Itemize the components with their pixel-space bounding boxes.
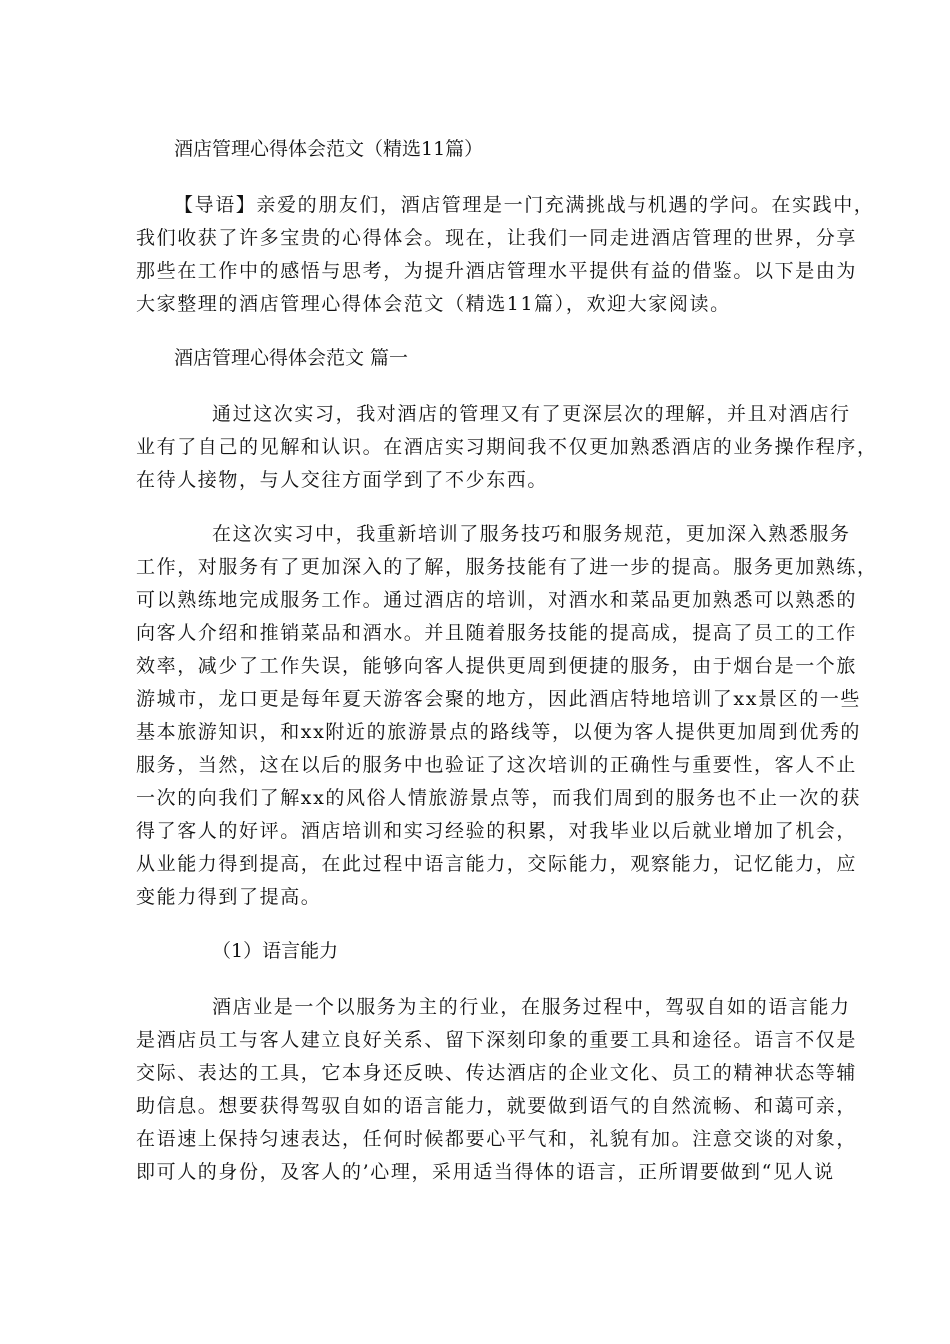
intro-line: 那些在工作中的感悟与思考，为提升酒店管理水平提供有益的借鉴。以下是由为: [136, 260, 858, 282]
paragraph-line: 即可人的身份，及客人的’心理，采用适当得体的语言，正所谓要做到“见人说: [136, 1161, 835, 1183]
paragraph-line: 可以熟练地完成服务工作。通过酒店的培训，对酒水和菜品更加熟悉可以熟悉的: [136, 589, 858, 611]
paragraph-line: 在语速上保持匀速表达，任何时候都要心平气和，礼貌有加。注意交谈的对象，: [136, 1128, 858, 1150]
paragraph-line: 效率，减少了工作失误，能够向客人提供更周到便捷的服务，由于烟台是一个旅: [136, 655, 858, 677]
section-heading: 酒店管理心得体会范文 篇一: [174, 347, 409, 369]
paragraph-line: 向客人介绍和推销菜品和酒水。并且随着服务技能的提高成，提高了员工的工作: [136, 622, 858, 644]
paragraph-line: 通过这次实习，我对酒店的管理又有了更深层次的理解，并且对酒店行: [212, 403, 851, 425]
paragraph-line: 得了客人的好评。酒店培训和实习经验的积累，对我毕业以后就业增加了机会，: [136, 820, 858, 842]
paragraph-line: 业有了自己的见解和认识。在酒店实习期间我不仅更加熟悉酒店的业务操作程序，: [136, 436, 878, 458]
paragraph-line: 在这次实习中，我重新培训了服务技巧和服务规范，更加深入熟悉服务: [212, 523, 851, 545]
paragraph-line: 助信息。想要获得驾驭自如的语言能力，就要做到语气的自然流畅、和蔼可亲，: [136, 1095, 858, 1117]
document-title: 酒店管理心得体会范文（精选11篇）: [174, 138, 484, 160]
paragraph-line: 工作，对服务有了更加深入的了解，服务技能有了进一步的提高。服务更加熟练，: [136, 556, 878, 578]
paragraph-line: 基本旅游知识，和xx附近的旅游景点的路线等，以便为客人提供更加周到优秀的: [136, 721, 862, 743]
paragraph-line: 变能力得到了提高。: [136, 886, 322, 908]
paragraph-line: 酒店业是一个以服务为主的行业，在服务过程中，驾驭自如的语言能力: [212, 996, 851, 1018]
paragraph-line: 一次的向我们了解xx的风俗人情旅游景点等，而我们周到的服务也不止一次的获: [136, 787, 862, 809]
intro-line: 我们收获了许多宝贵的心得体会。现在，让我们一同走进酒店管理的世界，分享: [136, 227, 858, 249]
paragraph-line: 游城市，龙口更是每年夏天游客会聚的地方，因此酒店特地培训了xx景区的一些: [136, 688, 862, 710]
paragraph-line: 在待人接物，与人交往方面学到了不少东西。: [136, 469, 549, 491]
paragraph-line: 交际、表达的工具，它本身还反映、传达酒店的企业文化、员工的精神状态等辅: [136, 1062, 858, 1084]
paragraph-line: 是酒店员工与客人建立良好关系、留下深刻印象的重要工具和途径。语言不仅是: [136, 1029, 858, 1051]
intro-line: 【导语】亲爱的朋友们，酒店管理是一门充满挑战与机遇的学问。在实践中，: [174, 194, 875, 216]
paragraph-line: 服务，当然，这在以后的服务中也验证了这次培训的正确性与重要性，客人不止: [136, 754, 858, 776]
paragraph-line: 从业能力得到提高，在此过程中语言能力，交际能力，观察能力，记忆能力，应: [136, 853, 858, 875]
intro-line: 大家整理的酒店管理心得体会范文（精选11篇），欢迎大家阅读。: [136, 293, 731, 315]
subheading: （1）语言能力: [212, 940, 339, 962]
